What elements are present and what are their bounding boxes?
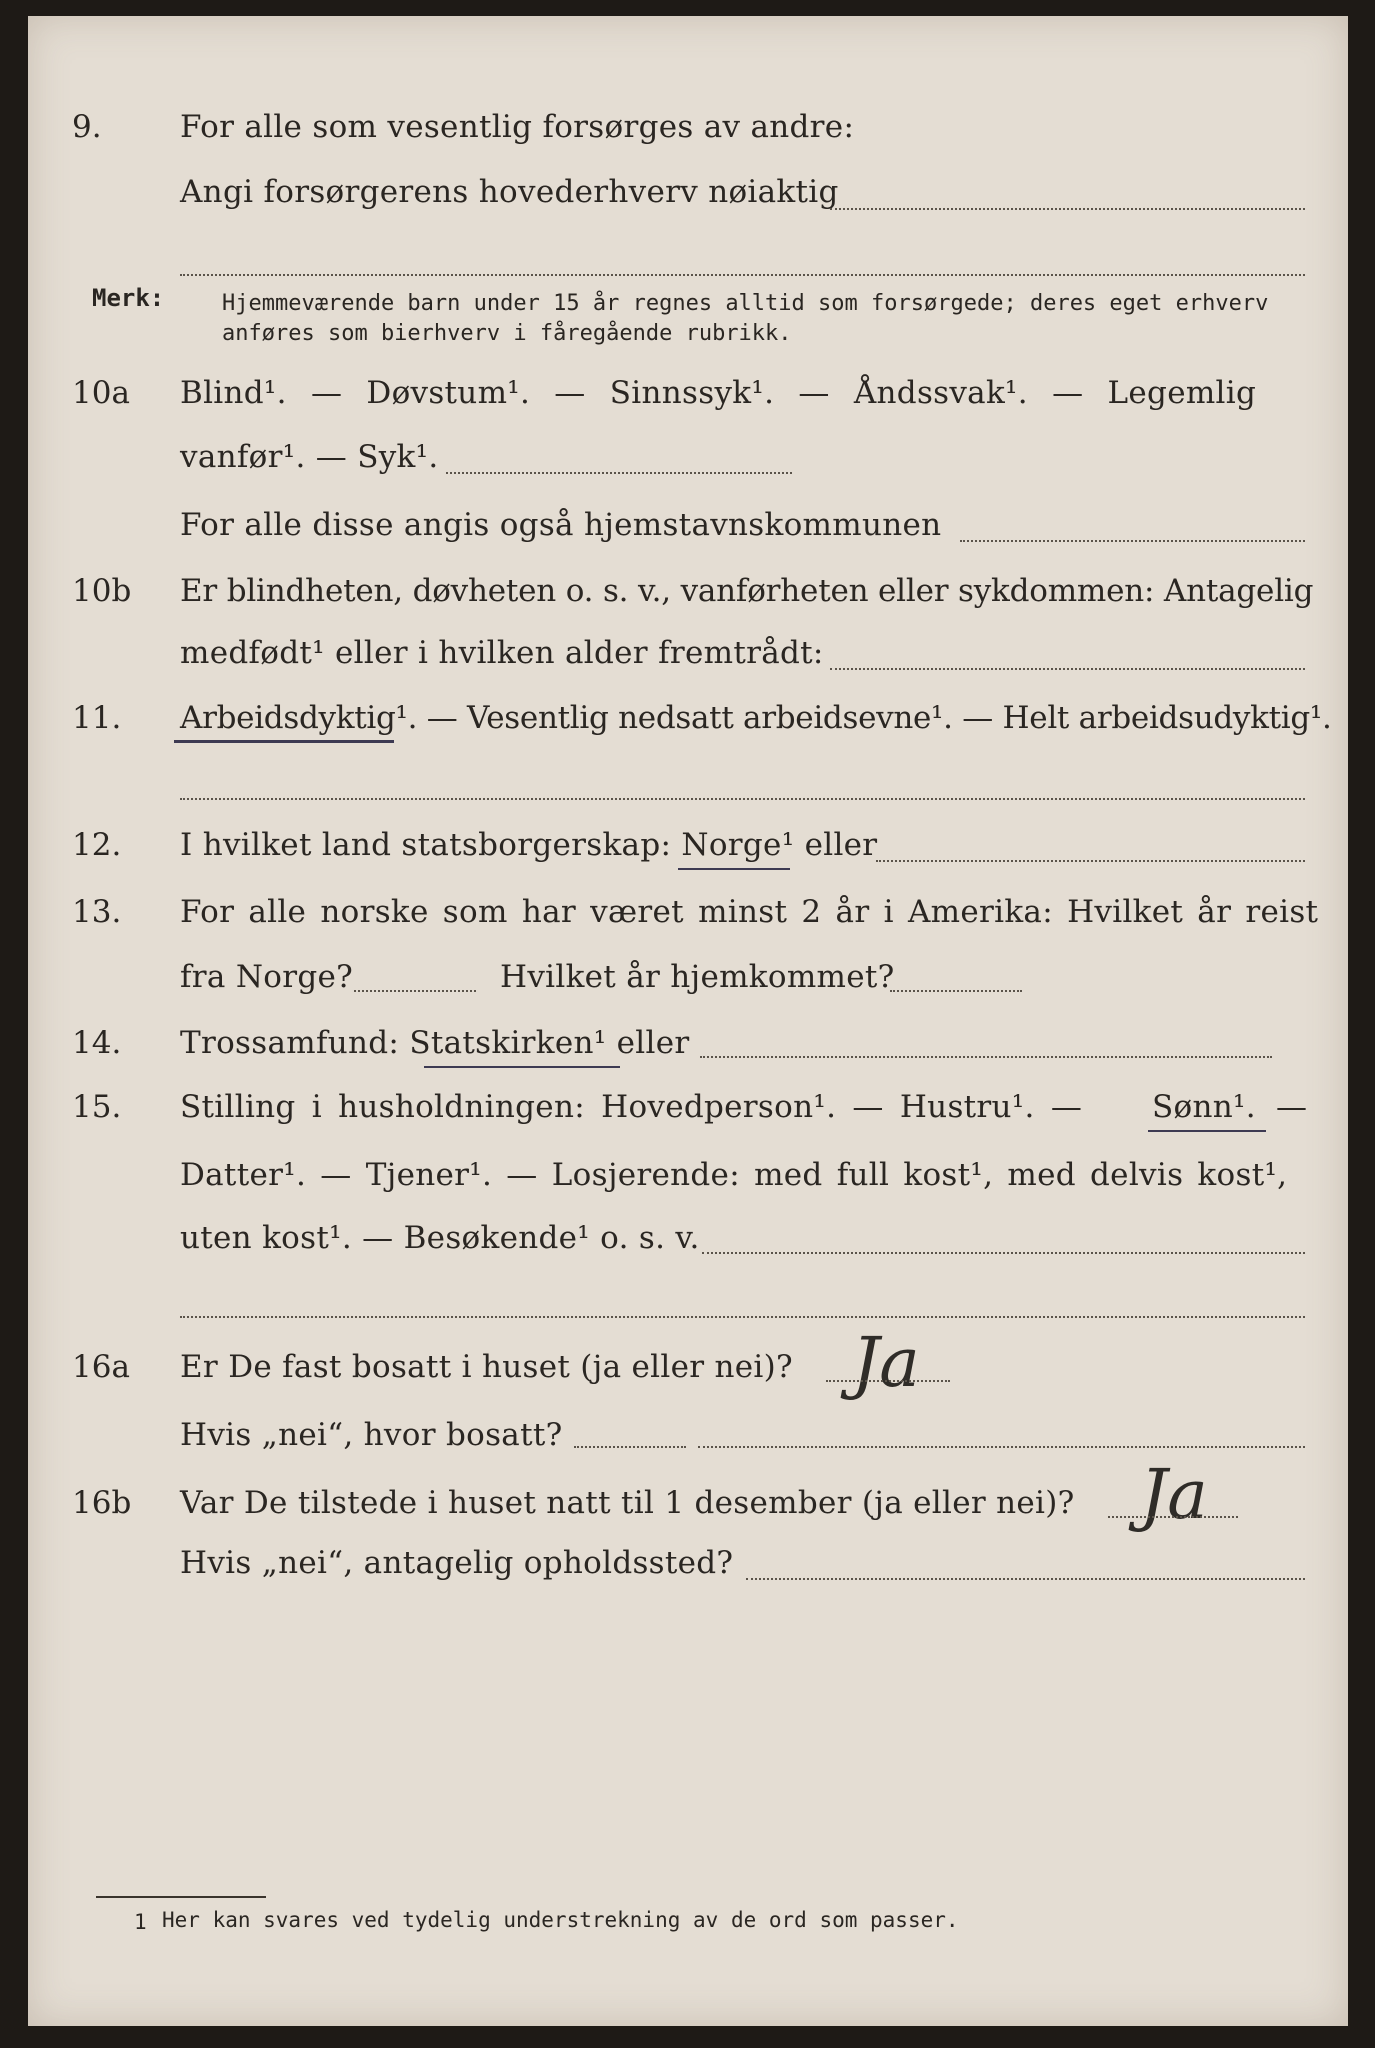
q9-line2: Angi forsørgerens hovederhverv nøiaktig	[180, 174, 839, 210]
q13-year-returned-line[interactable]	[890, 990, 1022, 992]
q11-line	[180, 700, 1332, 736]
q16a-handwritten-answer: Ja	[852, 1324, 920, 1403]
q16b-answer-line[interactable]	[1108, 1516, 1238, 1518]
q9-line1: For alle som vesentlig forsørges av andre:	[180, 109, 855, 145]
q15-underline-mark	[1148, 1130, 1266, 1132]
q11-answer-line[interactable]	[180, 798, 1305, 800]
q10a-line1: Blind¹. — Døvstum¹. — Sinnssyk¹. — Åndssvak¹. — Legemlig	[180, 375, 1257, 411]
q15-line3: uten kost¹. — Besøkende¹ o. s. v.	[180, 1220, 700, 1256]
q16b-number: 16b	[72, 1485, 132, 1521]
q10b-answer-line[interactable]	[830, 668, 1305, 670]
footnote-text: Her kan svares ved tydelig understrekning av de ord som passer.	[162, 1908, 959, 1932]
q13-year-left-line[interactable]	[354, 990, 476, 992]
q14-underline-mark	[424, 1066, 620, 1068]
q12-underline-mark	[678, 868, 790, 870]
q10b-line2: medfødt¹ eller i hvilken alder fremtrådt:	[180, 635, 824, 671]
q11-underline-mark	[174, 740, 394, 743]
q11-option-arbeidsdyktig[interactable]: Arbeidsdyktig¹	[180, 700, 408, 736]
q16b-line2: Hvis „nei“, antagelig opholdssted?	[180, 1545, 734, 1581]
q11-number: 11.	[72, 700, 122, 736]
q14-number: 14.	[72, 1025, 122, 1061]
q10a-hjemstavn-line[interactable]	[960, 540, 1305, 542]
footnote-mark: 1	[134, 1910, 147, 1934]
merk-line1: Hjemmeværende barn under 15 år regnes alltid som forsørgede; deres eget erhverv	[222, 291, 1269, 316]
q9-answer-line-2[interactable]	[180, 274, 1305, 276]
q15-line2: Datter¹. — Tjener¹. — Losjerende: med full kost¹, med delvis kost¹,	[180, 1157, 1288, 1193]
q16b-line1: Var De tilstede i huset natt til 1 desember (ja eller nei)?	[180, 1485, 1075, 1521]
q16a-answer-line[interactable]	[826, 1380, 950, 1382]
q16a-line1: Er De fast bosatt i huset (ja eller nei)?	[180, 1349, 793, 1385]
q14-suffix: eller	[616, 1025, 690, 1061]
merk-line2: anføres som bierhverv i fåregående rubrikk.	[222, 321, 792, 346]
q14-prefix: Trossamfund:	[180, 1025, 400, 1061]
q14-line	[180, 1025, 690, 1061]
q13-line1: For alle norske som har været minst 2 år i Amerika: Hvilket år reist	[180, 894, 1319, 930]
q15-answer-line[interactable]	[702, 1252, 1305, 1254]
q12-line	[180, 827, 878, 863]
q15-line1a: Stilling i husholdningen: Hovedperson¹. — Hustru¹. —	[180, 1089, 1083, 1125]
q12-number: 12.	[72, 827, 122, 863]
q10b-line1: Er blindheten, døvheten o. s. v., vanførheten eller sykdommen: Antagelig	[180, 573, 1314, 609]
q16a-line2: Hvis „nei“, hvor bosatt?	[180, 1417, 563, 1453]
q15-option-sonn[interactable]: Sønn¹.	[1152, 1089, 1256, 1125]
q15-answer-line-2[interactable]	[180, 1316, 1305, 1318]
q9-answer-line[interactable]	[830, 208, 1305, 210]
q13-line2a: fra Norge?	[180, 959, 354, 995]
q10a-line2: vanfør¹. — Syk¹.	[180, 439, 439, 475]
q10a-line3: For alle disse angis også hjemstavnskommunen	[180, 507, 942, 543]
q16a-residence-line-2[interactable]	[698, 1446, 1305, 1448]
q16a-number: 16a	[72, 1349, 130, 1385]
q15-line1b: —	[1276, 1089, 1308, 1125]
q10a-answer-line[interactable]	[446, 472, 792, 474]
form-page	[28, 16, 1348, 2026]
q12-prefix: I hvilket land statsborgerskap:	[180, 827, 672, 863]
q12-answer-line[interactable]	[876, 860, 1305, 862]
q14-answer-line[interactable]	[700, 1056, 1272, 1058]
q14-option-statskirken[interactable]: Statskirken¹	[409, 1025, 607, 1061]
q16b-whereabouts-line[interactable]	[746, 1578, 1305, 1580]
q10b-number: 10b	[72, 573, 132, 609]
q10a-number: 10a	[72, 375, 130, 411]
q15-number: 15.	[72, 1089, 122, 1125]
q11-rest: . — Vesentlig nedsatt arbeidsevne¹. — Helt arbeidsudyktig¹.	[407, 700, 1332, 736]
merk-label: Merk:	[92, 284, 165, 312]
q12-suffix: eller	[804, 827, 878, 863]
q16a-residence-line[interactable]	[574, 1446, 686, 1448]
q12-option-norge[interactable]: Norge¹	[681, 827, 795, 863]
footnote-separator	[96, 1896, 266, 1898]
q16b-handwritten-answer: Ja	[1140, 1456, 1208, 1535]
q13-line2b: Hvilket år hjemkommet?	[500, 959, 895, 995]
q13-number: 13.	[72, 894, 122, 930]
q9-number: 9.	[72, 109, 102, 145]
